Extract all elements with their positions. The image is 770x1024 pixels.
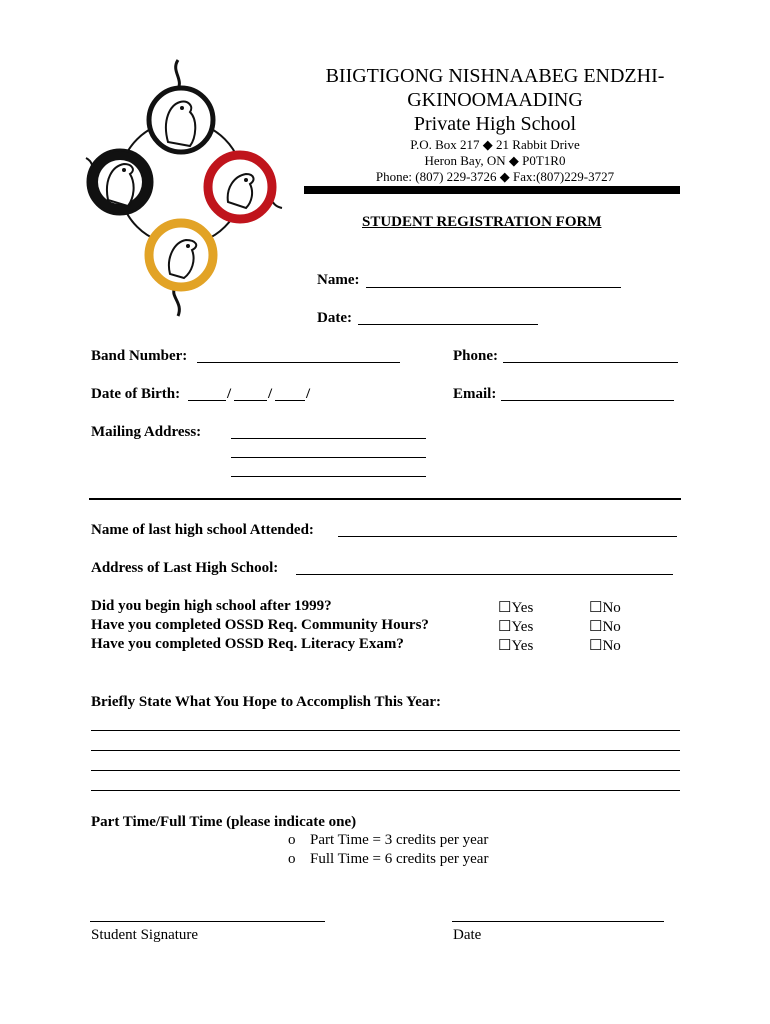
checkbox-icon: ☐ xyxy=(498,600,512,616)
school-contact-line: Phone: (807) 229-3726 ◆ Fax:(807)229-3727 xyxy=(375,169,615,184)
phone-field[interactable] xyxy=(503,362,678,363)
section-divider xyxy=(89,498,681,500)
no-checkbox[interactable]: ☐No xyxy=(589,600,621,616)
date-field[interactable] xyxy=(358,324,538,325)
dob-separator: / xyxy=(306,386,311,402)
checkbox-icon: ☐ xyxy=(589,638,603,654)
question-text: Have you completed OSSD Req. Literacy Exam? xyxy=(91,636,404,652)
header-bar xyxy=(304,186,680,194)
accomplish-label: Briefly State What You Hope to Accomplish This Year: xyxy=(91,694,442,710)
mailing-address-label: Mailing Address: xyxy=(91,424,202,440)
dob-separator: / xyxy=(268,386,273,402)
band-number-field[interactable] xyxy=(197,362,400,363)
signature-date-label: Date xyxy=(453,927,482,943)
form-title: STUDENT REGISTRATION FORM xyxy=(362,214,602,230)
checkbox-icon: ☐ xyxy=(498,619,512,635)
signature-label: Student Signature xyxy=(91,927,199,943)
last-school-field[interactable] xyxy=(338,536,677,537)
last-school-address-field[interactable] xyxy=(296,574,673,575)
full-time-option[interactable]: o Full Time = 6 credits per year xyxy=(288,851,489,867)
dob-month-field[interactable] xyxy=(234,400,267,401)
yes-checkbox[interactable]: ☐Yes xyxy=(498,638,534,654)
phone-label: Phone: xyxy=(453,348,498,364)
name-field[interactable] xyxy=(366,287,621,288)
dob-day-field[interactable] xyxy=(188,400,226,401)
school-address-line1: P.O. Box 217 ◆ 21 Rabbit Drive xyxy=(410,137,580,152)
yes-checkbox[interactable]: ☐Yes xyxy=(498,619,534,635)
date-label: Date: xyxy=(317,310,352,326)
band-number-label: Band Number: xyxy=(91,348,188,364)
mailing-address-line2[interactable] xyxy=(231,457,426,458)
email-field[interactable] xyxy=(501,400,674,401)
last-school-label: Name of last high school Attended: xyxy=(91,522,314,538)
checkbox-icon: ☐ xyxy=(589,600,603,616)
no-checkbox[interactable]: ☐No xyxy=(589,638,621,654)
mailing-address-line3[interactable] xyxy=(231,476,426,477)
school-logo xyxy=(78,50,308,320)
school-address-line2: Heron Bay, ON ◆ P0T1R0 xyxy=(424,153,566,168)
accomplish-line4[interactable] xyxy=(91,790,680,791)
radio-bullet-icon: o xyxy=(288,832,296,848)
name-label: Name: xyxy=(317,272,360,288)
question-text: Did you begin high school after 1999? xyxy=(91,598,332,614)
email-label: Email: xyxy=(453,386,497,402)
mailing-address-line1[interactable] xyxy=(231,438,426,439)
no-checkbox[interactable]: ☐No xyxy=(589,619,621,635)
part-time-option[interactable]: o Part Time = 3 credits per year xyxy=(288,832,489,848)
question-text: Have you completed OSSD Req. Community Hours? xyxy=(91,617,429,633)
time-status-label: Part Time/Full Time (please indicate one) xyxy=(91,814,357,830)
accomplish-line1[interactable] xyxy=(91,730,680,731)
last-school-address-label: Address of Last High School: xyxy=(91,560,279,576)
dob-separator: / xyxy=(227,386,232,402)
checkbox-icon: ☐ xyxy=(589,619,603,635)
signature-date-field[interactable] xyxy=(452,921,664,922)
accomplish-line3[interactable] xyxy=(91,770,680,771)
checkbox-icon: ☐ xyxy=(498,638,512,654)
accomplish-line2[interactable] xyxy=(91,750,680,751)
school-name-line3: Private High School xyxy=(413,113,577,135)
yes-checkbox[interactable]: ☐Yes xyxy=(498,600,534,616)
radio-bullet-icon: o xyxy=(288,851,296,867)
school-name-line1: BIIGTIGONG NISHNAABEG ENDZHI- xyxy=(325,65,665,87)
dob-label: Date of Birth: xyxy=(91,386,181,402)
signature-field[interactable] xyxy=(90,921,325,922)
dob-year-field[interactable] xyxy=(275,400,305,401)
school-name-line2: GKINOOMAADING xyxy=(407,89,583,111)
